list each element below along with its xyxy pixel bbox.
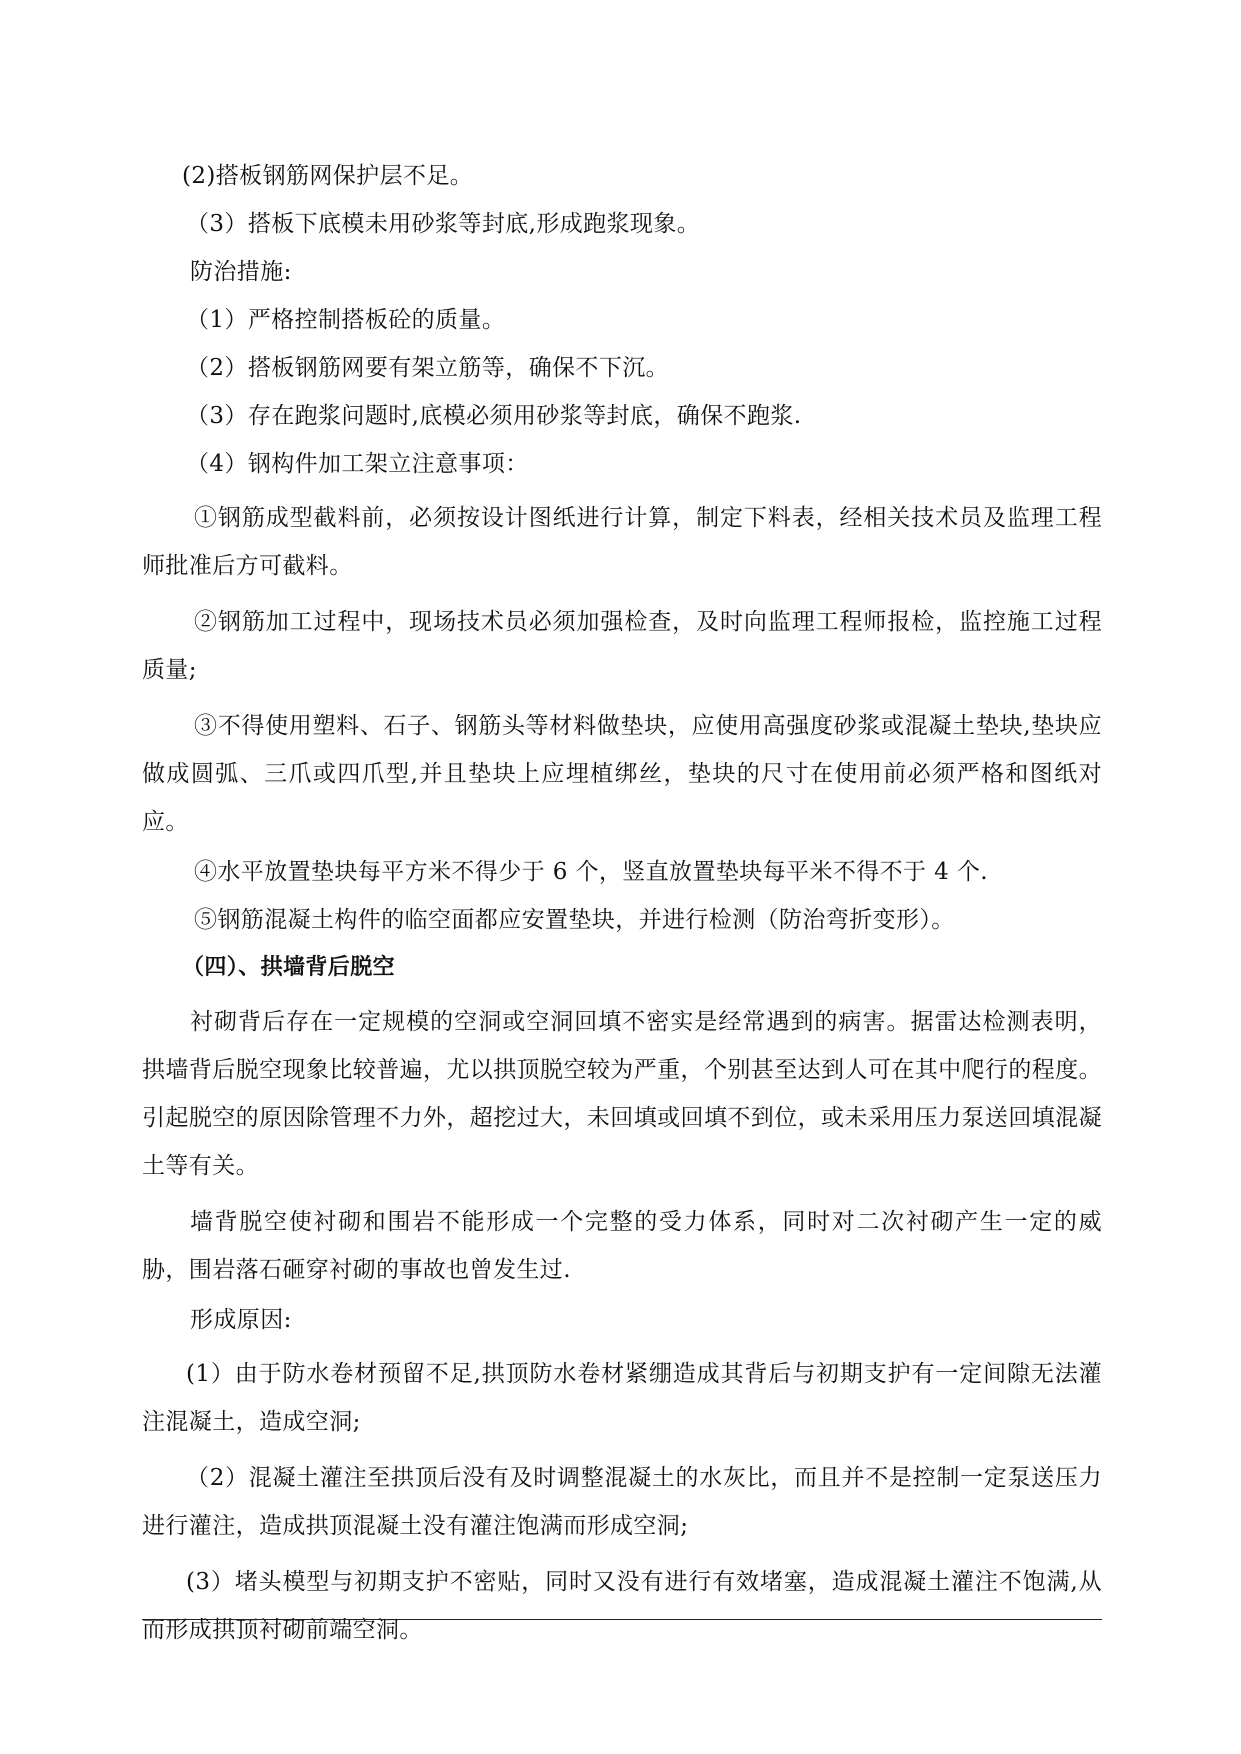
paragraph-11: ④水平放置垫块每平方米不得少于 6 个，竖直放置垫块每平米不得不于 4 个. [194,859,989,885]
paragraph-3: 防治措施: [190,259,292,285]
paragraph-8: ①钢筋成型截料前，必须按设计图纸进行计算，制定下料表，经相关技术员及监理工程师批准后方可截料。 [142,505,1102,579]
paragraph-10: ③不得使用塑料、石子、钢筋头等材料做垫块，应使用高强度砂浆或混凝土垫块,垫块应做成圆弧、三爪或四爪型,并且垫块上应埋植绑丝，垫块的尺寸在使用前必须严格和图纸对应。 [142,713,1102,835]
paragraph-16: 形成原因: [190,1307,292,1333]
paragraph-1: (2)搭板钢筋网保护层不足。 [182,163,474,189]
paragraph-9: ②钢筋加工过程中，现场技术员必须加强检查，及时向监理工程师报检，监控施工过程质量; [142,609,1102,683]
paragraph-4: （1）严格控制搭板砼的质量。 [186,307,506,333]
paragraph-12: ⑤钢筋混凝土构件的临空面都应安置垫块，并进行检测（防治弯折变形）。 [194,907,955,933]
paragraph-14: 衬砌背后存在一定规模的空洞或空洞回填不密实是经常遇到的病害。据雷达检测表明，拱墙背后脱空现象比较普遍，尤以拱顶脱空较为严重，个别甚至达到人可在其中爬行的程度。引起脱空的原因除管理不力外，超挖过大，未回填或回填不到位，或未采用压力泵送回填混凝土等有关。 [142,1009,1102,1179]
paragraph-6: （3）存在跑浆问题时,底模必须用砂浆等封底，确保不跑浆. [186,403,802,429]
paragraph-2: （3）搭板下底模未用砂浆等封底,形成跑浆现象。 [186,211,701,237]
section-heading: （四）、拱墙背后脱空 [182,955,396,980]
paragraph-19: (3）堵头模型与初期支护不密贴，同时又没有进行有效堵塞，造成混凝土灌注不饱满,从而形成拱顶衬砌前端空洞。 [142,1569,1102,1643]
footer-rule [142,1619,1102,1620]
paragraph-7: （4）钢构件加工架立注意事项： [186,451,529,477]
paragraph-15: 墙背脱空使衬砌和围岩不能形成一个完整的受力体系，同时对二次衬砌产生一定的威胁，围岩落石砸穿衬砌的事故也曾发生过. [142,1209,1102,1283]
paragraph-17: (1）由于防水卷材预留不足,拱顶防水卷材紧绷造成其背后与初期支护有一定间隙无法灌注混凝土，造成空洞; [142,1361,1102,1435]
paragraph-5: （2）搭板钢筋网要有架立筋等，确保不下沉。 [186,355,670,381]
document-body [142,158,1102,1654]
paragraph-18: （2）混凝土灌注至拱顶后没有及时调整混凝土的水灰比，而且并不是控制一定泵送压力进行灌注，造成拱顶混凝土没有灌注饱满而形成空洞; [142,1465,1102,1539]
